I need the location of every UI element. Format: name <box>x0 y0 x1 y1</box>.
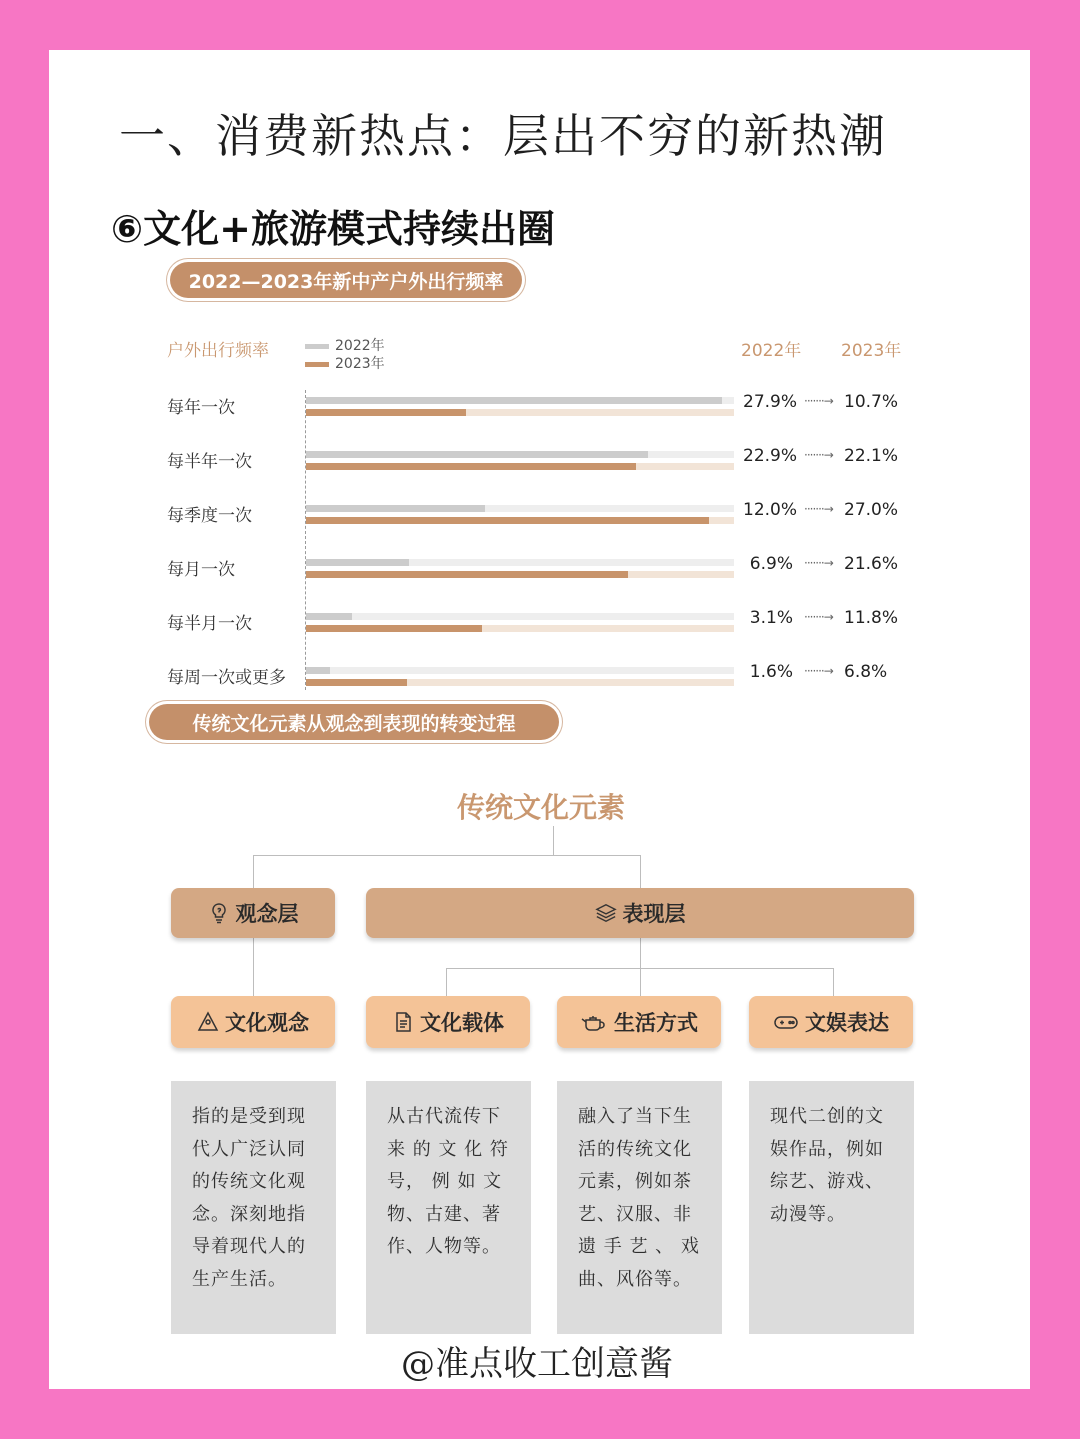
category-label: 每半年一次 <box>167 452 252 472</box>
data-label-2022: 1.6% <box>749 662 793 682</box>
data-label-2022: 6.9% <box>749 554 793 574</box>
trend-arrow: ·······→ <box>804 502 833 516</box>
bar-2023 <box>306 409 466 416</box>
desc-line: 号， 例 如 文 <box>387 1171 503 1192</box>
desc-line: 遗 手 艺 、 戏 <box>578 1236 700 1257</box>
desc-line: 动漫等。 <box>770 1203 846 1225</box>
desc-line: 艺、汉服、非 <box>578 1203 692 1225</box>
desc-line: 作、人物等。 <box>387 1236 501 1257</box>
desc-line: 来 的 文 化 符 <box>387 1138 509 1160</box>
desc-line: 曲、风俗等。 <box>578 1268 692 1290</box>
category-header: 户外出行频率 <box>167 341 269 361</box>
category-label: 每周一次或更多 <box>167 668 286 688</box>
bar-2022 <box>306 559 409 566</box>
layer-expression-label: 表现层 <box>622 902 686 926</box>
bar-2023 <box>306 463 636 470</box>
lightbulb-icon <box>208 902 230 924</box>
chart-axis-line <box>305 390 306 690</box>
item-label: 文娱表达 <box>805 1011 889 1035</box>
desc-line: 从古代流传下 <box>387 1106 501 1127</box>
desc-line: 生产生活。 <box>192 1268 287 1290</box>
data-label-2022: 12.0% <box>743 500 798 520</box>
trend-arrow: ·······→ <box>804 610 833 624</box>
bar-2023 <box>306 679 407 686</box>
item-label: 文化载体 <box>420 1011 504 1035</box>
page-title: 一、消费新热点：层出不穷的新热潮 <box>119 109 887 163</box>
item-description <box>749 1081 914 1334</box>
column-header-2022: 2022年 <box>741 341 802 361</box>
layers-icon <box>595 902 617 924</box>
gamepad-icon <box>773 1011 799 1033</box>
category-label: 每月一次 <box>167 560 235 580</box>
item-box-culture-carrier <box>366 996 530 1048</box>
diagram-section-label: 传统文化元素从观念到表现的转变过程 <box>149 704 559 740</box>
data-label-2022: 3.1% <box>749 608 793 628</box>
desc-line: 的传统文化观 <box>192 1171 306 1192</box>
bar-2023 <box>306 625 482 632</box>
connector-line <box>253 938 254 996</box>
item-box-lifestyle <box>557 996 721 1048</box>
section-subtitle: ⑥文化+旅游模式持续出圈 <box>111 207 556 251</box>
bar-2022 <box>306 451 648 458</box>
data-label-2023: 21.6% <box>844 554 899 574</box>
desc-line: 元素，例如茶 <box>578 1171 692 1192</box>
bar-track-2022 <box>306 667 734 674</box>
desc-line: 代人广泛认同 <box>192 1138 306 1160</box>
bar-2022 <box>306 613 352 620</box>
connector-line <box>833 968 834 996</box>
data-label-2023: 22.1% <box>844 446 899 466</box>
connector-line <box>640 968 641 996</box>
trend-arrow: ·······→ <box>804 448 833 462</box>
data-label-2022: 22.9% <box>743 446 798 466</box>
item-box-culture-concept <box>171 996 335 1048</box>
desc-line: 念。深刻地指 <box>192 1203 306 1225</box>
item-label: 文化观念 <box>225 1011 309 1035</box>
legend-item-2023 <box>305 353 385 373</box>
column-header-2023: 2023年 <box>841 341 902 361</box>
data-label-2023: 6.8% <box>844 662 888 682</box>
teapot-icon <box>580 1011 608 1033</box>
legend-label-2023: 2023年 <box>335 356 385 372</box>
data-label-2023: 27.0% <box>844 500 899 520</box>
bar-2022 <box>306 505 485 512</box>
legend-swatch-2023 <box>305 362 329 367</box>
item-description <box>557 1081 722 1334</box>
watermark-text: @准点收工创意酱 <box>401 1344 673 1384</box>
data-label-2023: 10.7% <box>844 392 899 412</box>
desc-line: 导着现代人的 <box>192 1236 306 1257</box>
layer-expression-box <box>366 888 914 938</box>
connector-line <box>640 855 641 888</box>
data-label-2023: 11.8% <box>844 608 899 628</box>
desc-line: 娱作品，例如 <box>770 1138 884 1160</box>
desc-line: 综艺、游戏、 <box>770 1171 884 1192</box>
desc-line: 融入了当下生 <box>578 1106 692 1127</box>
item-description <box>171 1081 336 1334</box>
connector-line <box>640 938 641 968</box>
legend-item-2022 <box>305 335 385 355</box>
item-description <box>366 1081 531 1334</box>
item-box-entertainment <box>749 996 913 1048</box>
trend-arrow: ·······→ <box>804 664 833 678</box>
triangle-icon <box>197 1011 219 1033</box>
category-label: 每年一次 <box>167 398 235 418</box>
category-label: 每季度一次 <box>167 506 252 526</box>
connector-line <box>553 826 554 856</box>
desc-line: 指的是受到现 <box>192 1106 306 1127</box>
connector-line <box>253 855 254 888</box>
data-label-2022: 27.9% <box>743 392 798 412</box>
chart-section-label: 2022—2023年新中产户外出行频率 <box>170 262 522 298</box>
diagram-root-title: 传统文化元素 <box>457 791 626 824</box>
layer-concept-box <box>171 888 335 938</box>
connector-line <box>253 855 641 856</box>
bar-2023 <box>306 571 628 578</box>
category-label: 每半月一次 <box>167 614 252 634</box>
content-card <box>49 50 1030 1389</box>
desc-line: 现代二创的文 <box>770 1106 884 1127</box>
legend-swatch-2022 <box>305 344 329 349</box>
bar-track-2022 <box>306 613 734 620</box>
bar-2022 <box>306 397 722 404</box>
bar-2022 <box>306 667 330 674</box>
desc-line: 活的传统文化 <box>578 1138 692 1160</box>
legend-label-2022: 2022年 <box>335 338 385 354</box>
trend-arrow: ·······→ <box>804 394 833 408</box>
desc-line: 物、古建、著 <box>387 1203 501 1225</box>
document-icon <box>392 1011 414 1033</box>
layer-concept-label: 观念层 <box>235 902 299 926</box>
connector-line <box>446 968 447 996</box>
item-label: 生活方式 <box>614 1011 698 1035</box>
trend-arrow: ·······→ <box>804 556 833 570</box>
bar-2023 <box>306 517 709 524</box>
